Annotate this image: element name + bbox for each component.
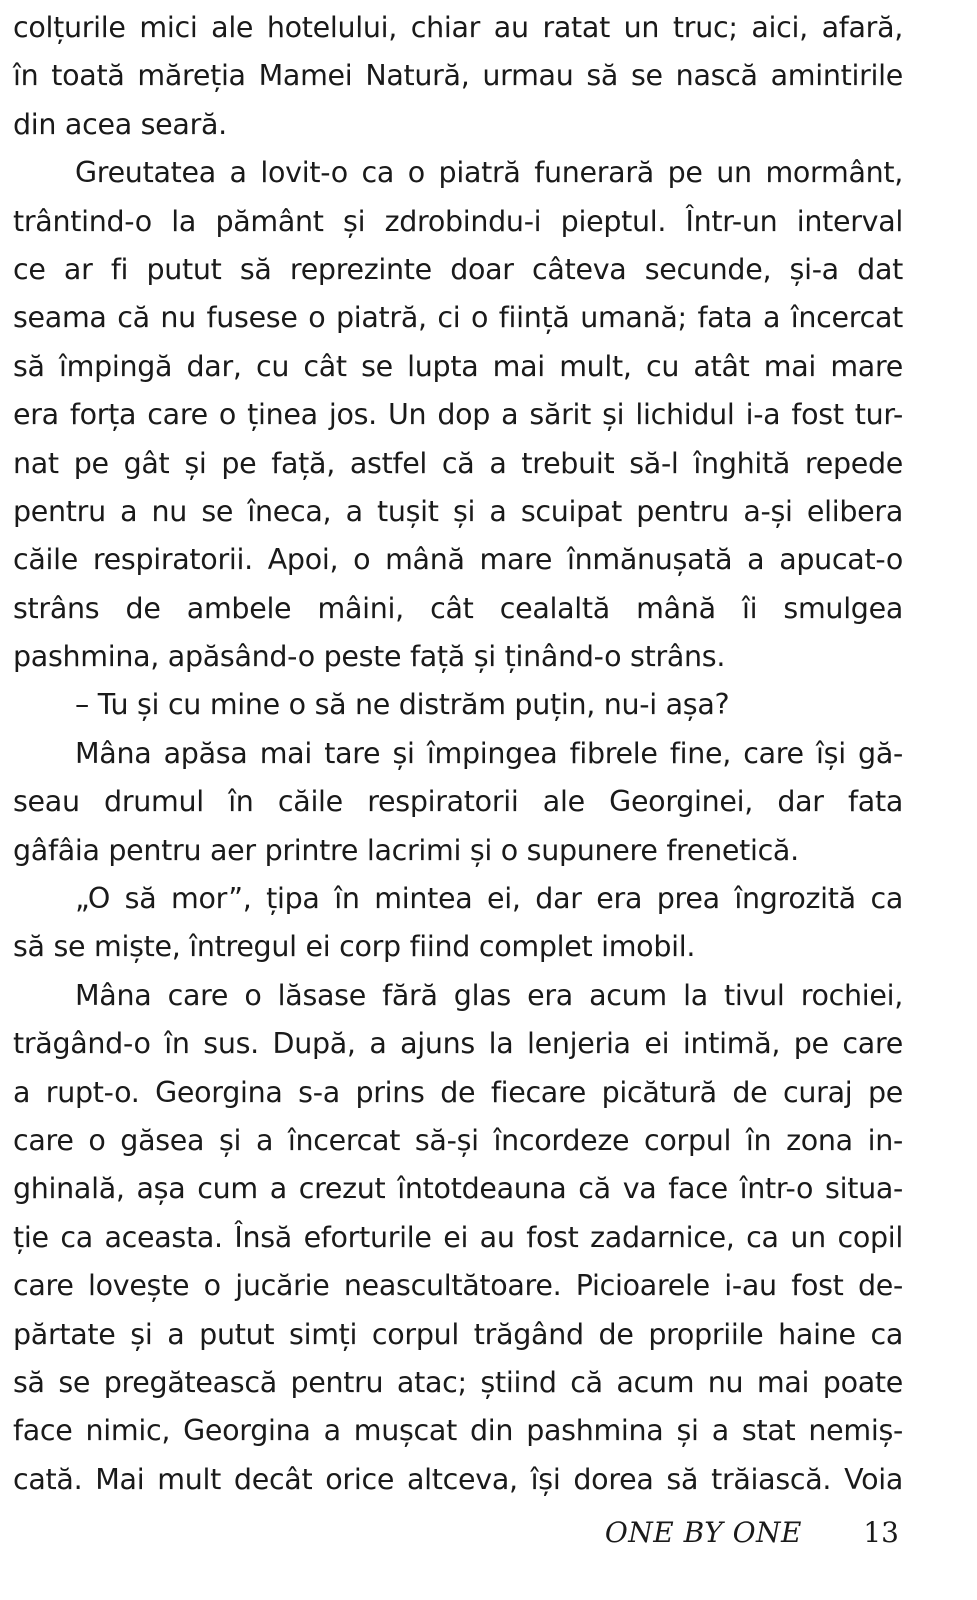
text-line: nat pe gât și pe față, astfel că a trebuit să-l înghită repede [13,446,903,480]
text-line: să se miște, întregul ei corp fiind complet imobil. [13,930,696,964]
running-title: ONE BY ONE [604,1516,802,1549]
text-line: Mâna apăsa mai tare și împingea fibrele fine, care își gă- [75,736,903,770]
text-line: din acea seară. [13,107,227,141]
text-line: seama că nu fusese o piatră, ci o ființă umană; fata a încercat [13,301,903,335]
text-line: trăgând-o în sus. După, a ajuns la lenjeria ei intimă, pe care [13,1027,903,1061]
text-line: cată. Mai mult decât orice altceva, își dorea să trăiască. Voia [13,1462,903,1496]
page-footer [0,1516,977,1560]
text-line: părtate și a putut simți corpul trăgând de propriile haine ca [13,1317,903,1351]
text-line: ghinală, așa cum a crezut întotdeauna că va face într-o situa- [13,1172,903,1206]
text-line: trântind-o la pământ și zdrobindu-i pieptul. Într-un interval [13,204,903,238]
text-line: – Tu și cu mine o să ne distrăm puțin, nu-i așa? [75,688,730,722]
text-line: colțurile mici ale hotelului, chiar au ratat un truc; aici, afară, [13,11,903,44]
text-line: Greutatea a lovit-o ca o piatră funerară pe un mormânt, [75,156,903,190]
text-line: strâns de ambele mâini, cât cealaltă mână îi smulgea [13,591,903,625]
text-line: să se pregătească pentru atac; știind că acum nu mai poate [13,1365,903,1399]
text-line: seau drumul în căile respiratorii ale Georginei, dar fata [13,785,903,819]
text-line: căile respiratorii. Apoi, o mână mare înmănușată a apucat-o [13,543,903,577]
text-line: ție ca aceasta. Însă eforturile ei au fost zadarnice, ca un copil [13,1220,903,1254]
text-line: gâfâia pentru aer printre lacrimi și o supunere frenetică. [13,833,799,867]
text-line: în toată măreția Mamei Natură, urmau să se nască amintirile [13,59,903,93]
text-line: care o găsea și a încercat să-și încordeze corpul în zona in- [13,1123,903,1157]
text-line: face nimic, Georgina a mușcat din pashmina și a stat nemiș- [13,1414,903,1448]
body-text [13,4,903,1504]
text-line: „O să mor”, țipa în mintea ei, dar era prea îngrozită ca [75,882,903,916]
text-line: a rupt-o. Georgina s-a prins de fiecare picătură de curaj pe [13,1075,903,1109]
text-line: Mâna care o lăsase fără glas era acum la tivul rochiei, [75,978,903,1012]
text-line: să împingă dar, cu cât se lupta mai mult, cu atât mai mare [13,349,903,383]
text-line: care lovește o jucărie neascultătoare. Picioarele i-au fost de- [13,1269,903,1303]
text-line: pentru a nu se îneca, a tușit și a scuipat pentru a-și elibera [13,494,903,528]
text-line: pashmina, apăsând-o peste față și ținând-o strâns. [13,640,726,674]
page-number: 13 [863,1516,899,1549]
text-line: ce ar fi putut să reprezinte doar câteva secunde, și-a dat [13,252,903,286]
text-line: era forța care o ținea jos. Un dop a sărit și lichidul i-a fost tur- [13,398,903,432]
